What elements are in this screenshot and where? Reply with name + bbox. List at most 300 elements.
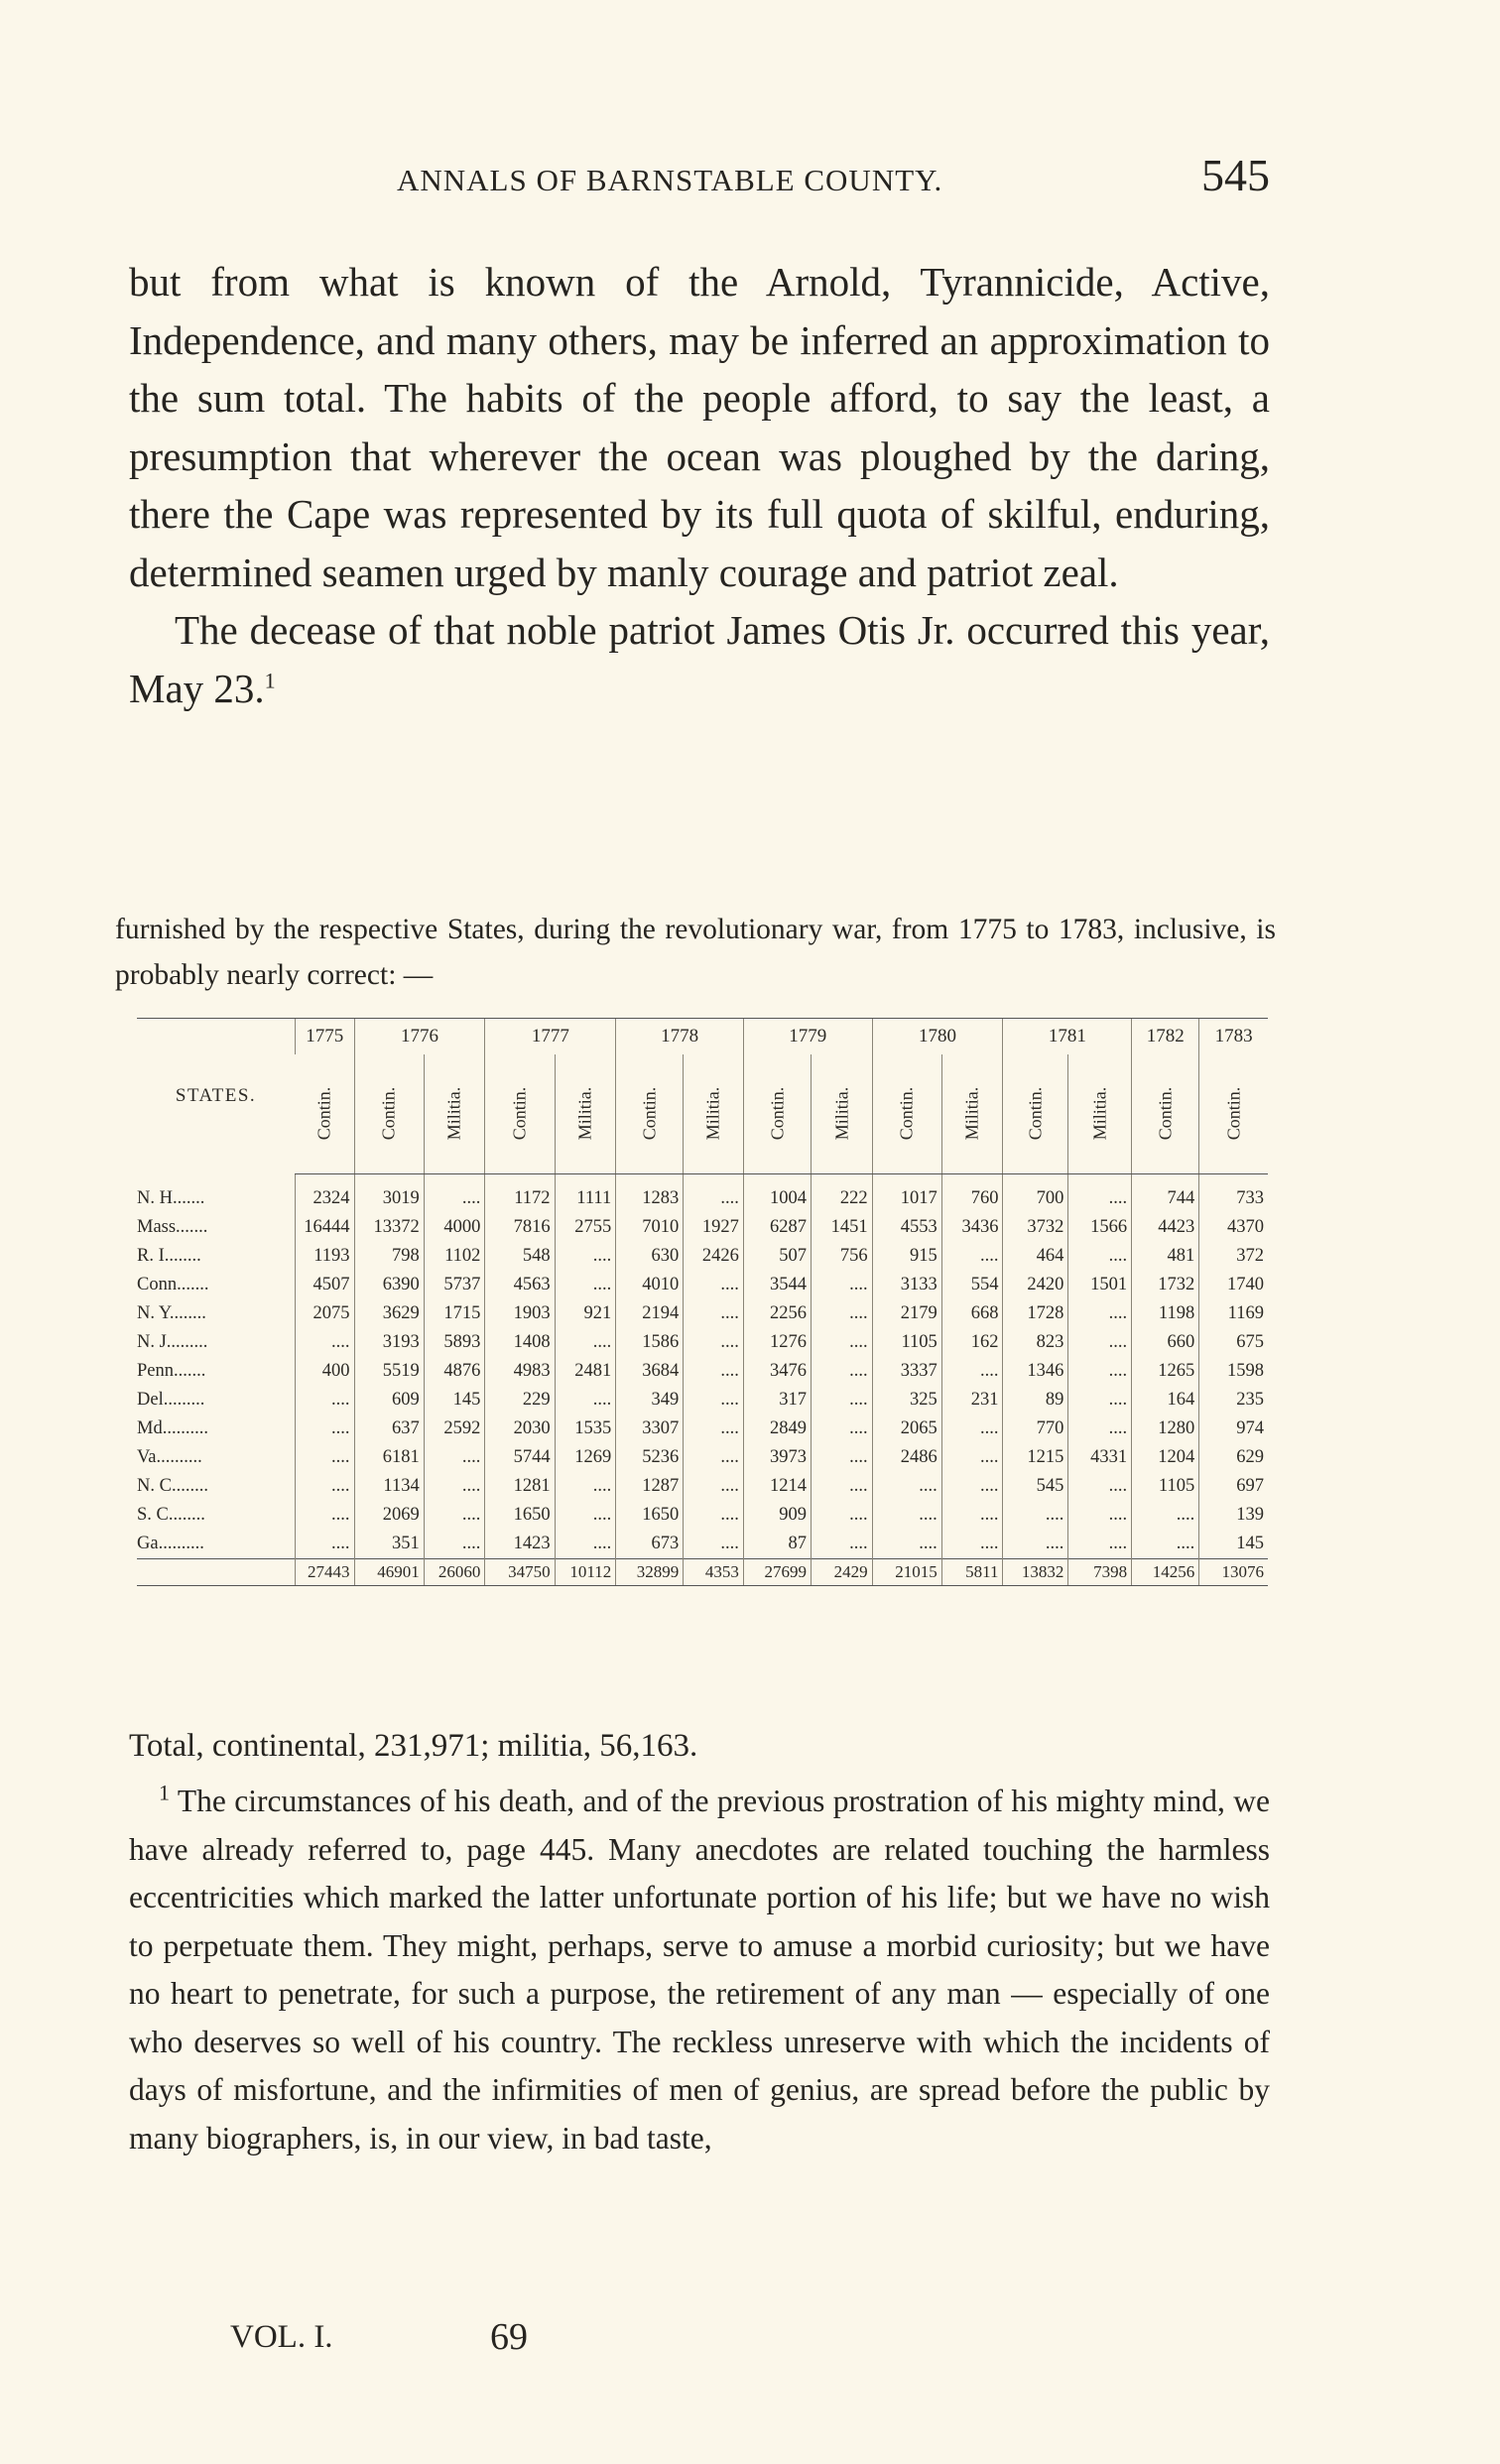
total-cell: 32899	[616, 1559, 684, 1586]
value-cell: 673	[616, 1530, 684, 1559]
value-cell: 1105	[1132, 1472, 1199, 1501]
value-cell: ....	[941, 1443, 1003, 1472]
value-cell: 13372	[354, 1213, 424, 1242]
value-cell: 756	[811, 1242, 872, 1271]
column-type-label: Contin.	[509, 1086, 530, 1141]
column-type-header	[354, 1054, 424, 1174]
year-header: 1776	[354, 1019, 485, 1055]
table-row	[137, 1443, 1268, 1472]
value-cell: ....	[684, 1357, 744, 1386]
value-cell: ....	[941, 1242, 1003, 1271]
value-cell: ....	[1132, 1530, 1199, 1559]
column-type-label: Contin.	[378, 1086, 399, 1141]
value-cell: 7010	[616, 1213, 684, 1242]
value-cell: 760	[941, 1174, 1003, 1214]
value-cell: 349	[616, 1386, 684, 1415]
value-cell: 4876	[424, 1357, 485, 1386]
column-type-row	[137, 1054, 1268, 1174]
value-cell: 3544	[743, 1271, 811, 1299]
value-cell: 3629	[354, 1299, 424, 1328]
value-cell: ....	[1068, 1242, 1132, 1271]
signature-line	[230, 2316, 825, 2369]
value-cell: 909	[743, 1501, 811, 1530]
value-cell: ....	[684, 1443, 744, 1472]
value-cell: 3337	[872, 1357, 941, 1386]
value-cell: ....	[684, 1174, 744, 1214]
state-cell: N. Y........	[137, 1303, 206, 1323]
value-cell: 3732	[1003, 1213, 1068, 1242]
signature-number: 69	[490, 2316, 528, 2358]
value-cell: 317	[743, 1386, 811, 1415]
value-cell: 915	[872, 1242, 941, 1271]
value-cell: 548	[485, 1242, 555, 1271]
state-cell: Ga..........	[137, 1534, 204, 1553]
footnote-reference: 1	[264, 667, 276, 692]
table-body	[137, 1174, 1268, 1559]
table-row	[137, 1174, 1268, 1214]
table-row	[137, 1415, 1268, 1443]
column-type-header	[684, 1054, 744, 1174]
total-summary: Total, continental, 231,971; militia, 56,163.	[129, 1728, 698, 1764]
value-cell: 1281	[485, 1472, 555, 1501]
value-cell: 1198	[1132, 1299, 1199, 1328]
total-cell: 26060	[424, 1559, 485, 1586]
value-cell: ....	[1068, 1174, 1132, 1214]
value-cell: ....	[1068, 1472, 1132, 1501]
value-cell: 1265	[1132, 1357, 1199, 1386]
value-cell: 4370	[1199, 1213, 1268, 1242]
state-cell: Md..........	[137, 1418, 208, 1438]
state-cell: Va..........	[137, 1447, 202, 1467]
value-cell: 3684	[616, 1357, 684, 1386]
value-cell: 481	[1132, 1242, 1199, 1271]
value-cell: 1408	[485, 1328, 555, 1357]
value-cell: ....	[872, 1472, 941, 1501]
page-number: 545	[1201, 150, 1270, 200]
value-cell: 4507	[296, 1271, 355, 1299]
value-cell: 1214	[743, 1472, 811, 1501]
value-cell: ....	[555, 1386, 616, 1415]
value-cell: 4563	[485, 1271, 555, 1299]
state-cell: S. C........	[137, 1505, 205, 1525]
value-cell: 87	[743, 1530, 811, 1559]
value-cell: ....	[555, 1472, 616, 1501]
value-cell: ....	[1068, 1415, 1132, 1443]
value-cell: 229	[485, 1386, 555, 1415]
value-cell: 3307	[616, 1415, 684, 1443]
total-cell: 13832	[1003, 1559, 1068, 1586]
table-row	[137, 1271, 1268, 1299]
column-type-header	[1199, 1054, 1268, 1174]
year-header: 1778	[616, 1019, 744, 1055]
state-cell: Conn.......	[137, 1275, 209, 1294]
value-cell: 4983	[485, 1357, 555, 1386]
value-cell: ....	[684, 1415, 744, 1443]
troops-table	[137, 1018, 1268, 1586]
value-cell: 1586	[616, 1328, 684, 1357]
column-type-label: Militia.	[443, 1086, 464, 1141]
value-cell: 5893	[424, 1328, 485, 1357]
value-cell: 7816	[485, 1213, 555, 1242]
value-cell: 1740	[1199, 1271, 1268, 1299]
table-row	[137, 1242, 1268, 1271]
table-row	[137, 1501, 1268, 1530]
year-header: 1782	[1132, 1019, 1199, 1055]
column-type-label: Militia.	[830, 1086, 851, 1141]
value-cell: ....	[811, 1415, 872, 1443]
value-cell: 2069	[354, 1501, 424, 1530]
total-cell: 46901	[354, 1559, 424, 1586]
value-cell: 1004	[743, 1174, 811, 1214]
year-header: 1779	[743, 1019, 872, 1055]
value-cell: ....	[811, 1299, 872, 1328]
value-cell: ....	[941, 1357, 1003, 1386]
value-cell: 2420	[1003, 1271, 1068, 1299]
column-type-label: Contin.	[1025, 1086, 1046, 1141]
total-cell: 13076	[1199, 1559, 1268, 1586]
value-cell: 629	[1199, 1443, 1268, 1472]
footnote-text: The circumstances of his death, and of the previous prostration of his mighty mind, we have already referred to, page 445. Many anecdotes are related touching the harmless eccentricities which marked the latter unfortunate portion of his life; but we have no wish to perpetuate them. They might, perhaps, serve to amuse a morbid curiosity; but we have no heart to penetrate, for such a purpose, the retirement of any man — especially of one who deserves so well of his country. The reckless unreserve with which the incidents of days of misfortune, and the infirmities of men of genius, are spread before the public by many biographers, is, in our view, in bad taste,	[129, 1784, 1270, 2156]
value-cell: 2481	[555, 1357, 616, 1386]
year-header: 1777	[485, 1019, 616, 1055]
column-type-label: Contin.	[313, 1086, 334, 1141]
value-cell: 4000	[424, 1213, 485, 1242]
value-cell: 145	[424, 1386, 485, 1415]
states-header: STATES.	[137, 1019, 296, 1174]
value-cell: 1598	[1199, 1357, 1268, 1386]
value-cell: 1535	[555, 1415, 616, 1443]
value-cell: 222	[811, 1174, 872, 1214]
running-head	[129, 149, 1270, 198]
troops-table-container	[137, 1018, 1268, 1586]
value-cell: ....	[1132, 1501, 1199, 1530]
value-cell: 1346	[1003, 1357, 1068, 1386]
table-row	[137, 1472, 1268, 1501]
value-cell: 2075	[296, 1299, 355, 1328]
column-type-label: Militia.	[1089, 1086, 1110, 1141]
column-type-label: Militia.	[574, 1086, 595, 1141]
value-cell: ....	[811, 1530, 872, 1559]
value-cell: 1280	[1132, 1415, 1199, 1443]
value-cell: 3133	[872, 1271, 941, 1299]
year-header: 1780	[872, 1019, 1003, 1055]
column-type-header	[424, 1054, 485, 1174]
value-cell: 630	[616, 1242, 684, 1271]
value-cell: 5744	[485, 1443, 555, 1472]
value-cell: ....	[296, 1386, 355, 1415]
column-type-label: Militia.	[702, 1086, 723, 1141]
value-cell: 675	[1199, 1328, 1268, 1357]
value-cell: 1650	[485, 1501, 555, 1530]
value-cell: 4553	[872, 1213, 941, 1242]
total-cell: 10112	[555, 1559, 616, 1586]
total-cell: 27443	[296, 1559, 355, 1586]
value-cell: 733	[1199, 1174, 1268, 1214]
column-type-label: Contin.	[766, 1086, 787, 1141]
value-cell: ....	[941, 1530, 1003, 1559]
column-type-header	[1068, 1054, 1132, 1174]
value-cell: ....	[811, 1328, 872, 1357]
value-cell: ....	[811, 1472, 872, 1501]
value-cell: 1728	[1003, 1299, 1068, 1328]
value-cell: ....	[811, 1386, 872, 1415]
value-cell: 6390	[354, 1271, 424, 1299]
value-cell: ....	[296, 1530, 355, 1559]
value-cell: ....	[296, 1443, 355, 1472]
table-intro-text: furnished by the respective States, during the revolutionary war, from 1775 to 1783, inclusive, is probably nearly correct: —	[115, 914, 1276, 991]
value-cell: 2065	[872, 1415, 941, 1443]
table-row	[137, 1299, 1268, 1328]
table-row	[137, 1328, 1268, 1357]
state-cell: R. I........	[137, 1246, 201, 1266]
total-cell: 27699	[743, 1559, 811, 1586]
total-cell: 14256	[1132, 1559, 1199, 1586]
column-type-header	[555, 1054, 616, 1174]
value-cell: 1501	[1068, 1271, 1132, 1299]
column-type-header	[1003, 1054, 1068, 1174]
value-cell: 1193	[296, 1242, 355, 1271]
value-cell: ....	[684, 1386, 744, 1415]
column-type-label: Militia.	[961, 1086, 982, 1141]
value-cell: 4331	[1068, 1443, 1132, 1472]
state-cell: Mass.......	[137, 1217, 208, 1237]
table-row	[137, 1530, 1268, 1559]
table-row	[137, 1386, 1268, 1415]
value-cell: 1134	[354, 1472, 424, 1501]
column-type-header	[485, 1054, 555, 1174]
value-cell: ....	[1003, 1530, 1068, 1559]
value-cell: ....	[555, 1328, 616, 1357]
value-cell: ....	[1068, 1357, 1132, 1386]
value-cell: 2426	[684, 1242, 744, 1271]
column-type-label: Contin.	[896, 1086, 917, 1141]
value-cell: ....	[1003, 1501, 1068, 1530]
state-cell: Penn.......	[137, 1361, 206, 1381]
value-cell: 3436	[941, 1213, 1003, 1242]
value-cell: 3476	[743, 1357, 811, 1386]
state-cell: N. J.........	[137, 1332, 208, 1352]
value-cell: 464	[1003, 1242, 1068, 1271]
value-cell: 145	[1199, 1530, 1268, 1559]
value-cell: 823	[1003, 1328, 1068, 1357]
total-cell: 2429	[811, 1559, 872, 1586]
value-cell: 235	[1199, 1386, 1268, 1415]
value-cell: 162	[941, 1328, 1003, 1357]
value-cell: ....	[941, 1472, 1003, 1501]
value-cell: ....	[1068, 1530, 1132, 1559]
value-cell: 372	[1199, 1242, 1268, 1271]
state-cell: N. C........	[137, 1476, 208, 1496]
value-cell: 2592	[424, 1415, 485, 1443]
value-cell: 507	[743, 1242, 811, 1271]
value-cell: ....	[941, 1501, 1003, 1530]
value-cell: ....	[555, 1271, 616, 1299]
value-cell: 1903	[485, 1299, 555, 1328]
value-cell: 974	[1199, 1415, 1268, 1443]
value-cell: 6287	[743, 1213, 811, 1242]
value-cell: 637	[354, 1415, 424, 1443]
value-cell: 1169	[1199, 1299, 1268, 1328]
value-cell: ....	[811, 1443, 872, 1472]
value-cell: ....	[872, 1530, 941, 1559]
column-type-header	[296, 1054, 355, 1174]
value-cell: 697	[1199, 1472, 1268, 1501]
value-cell: 545	[1003, 1472, 1068, 1501]
year-header: 1781	[1003, 1019, 1132, 1055]
volume-label: VOL. I.	[230, 2319, 333, 2355]
value-cell: ....	[424, 1530, 485, 1559]
value-cell: 2324	[296, 1174, 355, 1214]
value-cell: 5236	[616, 1443, 684, 1472]
value-cell: 1732	[1132, 1271, 1199, 1299]
value-cell: 1111	[555, 1174, 616, 1214]
value-cell: ....	[296, 1472, 355, 1501]
value-cell: 3019	[354, 1174, 424, 1214]
value-cell: 1927	[684, 1213, 744, 1242]
value-cell: ....	[424, 1472, 485, 1501]
table-row	[137, 1357, 1268, 1386]
value-cell: ....	[424, 1501, 485, 1530]
value-cell: 2486	[872, 1443, 941, 1472]
value-cell: 4010	[616, 1271, 684, 1299]
column-type-label: Contin.	[1223, 1086, 1244, 1141]
value-cell: 609	[354, 1386, 424, 1415]
value-cell: 1102	[424, 1242, 485, 1271]
value-cell: 1451	[811, 1213, 872, 1242]
value-cell: ....	[424, 1443, 485, 1472]
value-cell: 770	[1003, 1415, 1068, 1443]
footnote	[129, 1778, 1270, 2162]
value-cell: 2256	[743, 1299, 811, 1328]
value-cell: 2194	[616, 1299, 684, 1328]
column-type-header	[941, 1054, 1003, 1174]
value-cell: ....	[684, 1530, 744, 1559]
column-type-header	[743, 1054, 811, 1174]
paragraph-2	[129, 601, 1270, 717]
value-cell: ....	[684, 1472, 744, 1501]
year-header-row	[137, 1019, 1268, 1055]
value-cell: 744	[1132, 1174, 1199, 1214]
value-cell: ....	[296, 1501, 355, 1530]
value-cell: 400	[296, 1357, 355, 1386]
column-type-label: Contin.	[639, 1086, 660, 1141]
paragraph-2-text: The decease of that noble patriot James Otis Jr. occurred this year, May 23.	[129, 607, 1270, 711]
value-cell: 1650	[616, 1501, 684, 1530]
value-cell: 1269	[555, 1443, 616, 1472]
value-cell: ....	[296, 1328, 355, 1357]
value-cell: 2030	[485, 1415, 555, 1443]
body-text	[129, 253, 1270, 717]
table-intro	[115, 907, 1276, 998]
totals-label-cell	[137, 1559, 296, 1586]
value-cell: 700	[1003, 1174, 1068, 1214]
total-cell: 7398	[1068, 1559, 1132, 1586]
value-cell: ....	[684, 1271, 744, 1299]
total-cell: 21015	[872, 1559, 941, 1586]
value-cell: 3193	[354, 1328, 424, 1357]
value-cell: 554	[941, 1271, 1003, 1299]
value-cell: 1283	[616, 1174, 684, 1214]
value-cell: ....	[872, 1501, 941, 1530]
value-cell: ....	[811, 1271, 872, 1299]
value-cell: ....	[424, 1174, 485, 1214]
value-cell: 5519	[354, 1357, 424, 1386]
value-cell: ....	[1068, 1386, 1132, 1415]
value-cell: 798	[354, 1242, 424, 1271]
value-cell: 325	[872, 1386, 941, 1415]
year-header: 1783	[1199, 1019, 1268, 1055]
value-cell: 2755	[555, 1213, 616, 1242]
value-cell: ....	[1068, 1299, 1132, 1328]
column-type-header	[811, 1054, 872, 1174]
value-cell: ....	[684, 1299, 744, 1328]
value-cell: 164	[1132, 1386, 1199, 1415]
value-cell: 1715	[424, 1299, 485, 1328]
table-row	[137, 1213, 1268, 1242]
value-cell: 1287	[616, 1472, 684, 1501]
column-type-label: Contin.	[1155, 1086, 1176, 1141]
state-cell: Del.........	[137, 1390, 205, 1410]
total-cell: 5811	[941, 1559, 1003, 1586]
value-cell: 921	[555, 1299, 616, 1328]
value-cell: ....	[555, 1530, 616, 1559]
value-cell: 1204	[1132, 1443, 1199, 1472]
footnote-marker: 1	[159, 1780, 170, 1805]
value-cell: 668	[941, 1299, 1003, 1328]
value-cell: 139	[1199, 1501, 1268, 1530]
value-cell: 660	[1132, 1328, 1199, 1357]
state-cell: N. H.......	[137, 1187, 205, 1208]
value-cell: ....	[811, 1357, 872, 1386]
paragraph-1: but from what is known of the Arnold, Tyrannicide, Active, Independence, and many others, may be inferred an approximation to the sum total. The habits of the people afford, to say the least, a presumption that wherever the ocean was ploughed by the daring, there the Cape was represented by its full quota of skilful, enduring, determined seamen urged by manly courage and patriot zeal.	[129, 259, 1270, 595]
totals-row	[137, 1559, 1268, 1586]
value-cell: ....	[555, 1242, 616, 1271]
total-cell: 34750	[485, 1559, 555, 1586]
value-cell: 16444	[296, 1213, 355, 1242]
value-cell: ....	[296, 1415, 355, 1443]
total-cell: 4353	[684, 1559, 744, 1586]
value-cell: ....	[684, 1501, 744, 1530]
column-type-header	[616, 1054, 684, 1174]
value-cell: 1423	[485, 1530, 555, 1559]
value-cell: 89	[1003, 1386, 1068, 1415]
value-cell: 5737	[424, 1271, 485, 1299]
value-cell: ....	[555, 1501, 616, 1530]
value-cell: ....	[1068, 1501, 1132, 1530]
value-cell: 351	[354, 1530, 424, 1559]
value-cell: 6181	[354, 1443, 424, 1472]
value-cell: 1276	[743, 1328, 811, 1357]
value-cell: 2179	[872, 1299, 941, 1328]
column-type-header	[872, 1054, 941, 1174]
year-header: 1775	[296, 1019, 355, 1055]
value-cell: ....	[811, 1501, 872, 1530]
value-cell: 231	[941, 1386, 1003, 1415]
value-cell: 1017	[872, 1174, 941, 1214]
column-type-header	[1132, 1054, 1199, 1174]
value-cell: ....	[684, 1328, 744, 1357]
value-cell: 1566	[1068, 1213, 1132, 1242]
value-cell: 3973	[743, 1443, 811, 1472]
running-title: ANNALS OF BARNSTABLE COUNTY.	[397, 163, 943, 197]
value-cell: 1105	[872, 1328, 941, 1357]
value-cell: ....	[1068, 1328, 1132, 1357]
value-cell: 1172	[485, 1174, 555, 1214]
value-cell: 4423	[1132, 1213, 1199, 1242]
value-cell: 1215	[1003, 1443, 1068, 1472]
value-cell: 2849	[743, 1415, 811, 1443]
value-cell: ....	[941, 1415, 1003, 1443]
